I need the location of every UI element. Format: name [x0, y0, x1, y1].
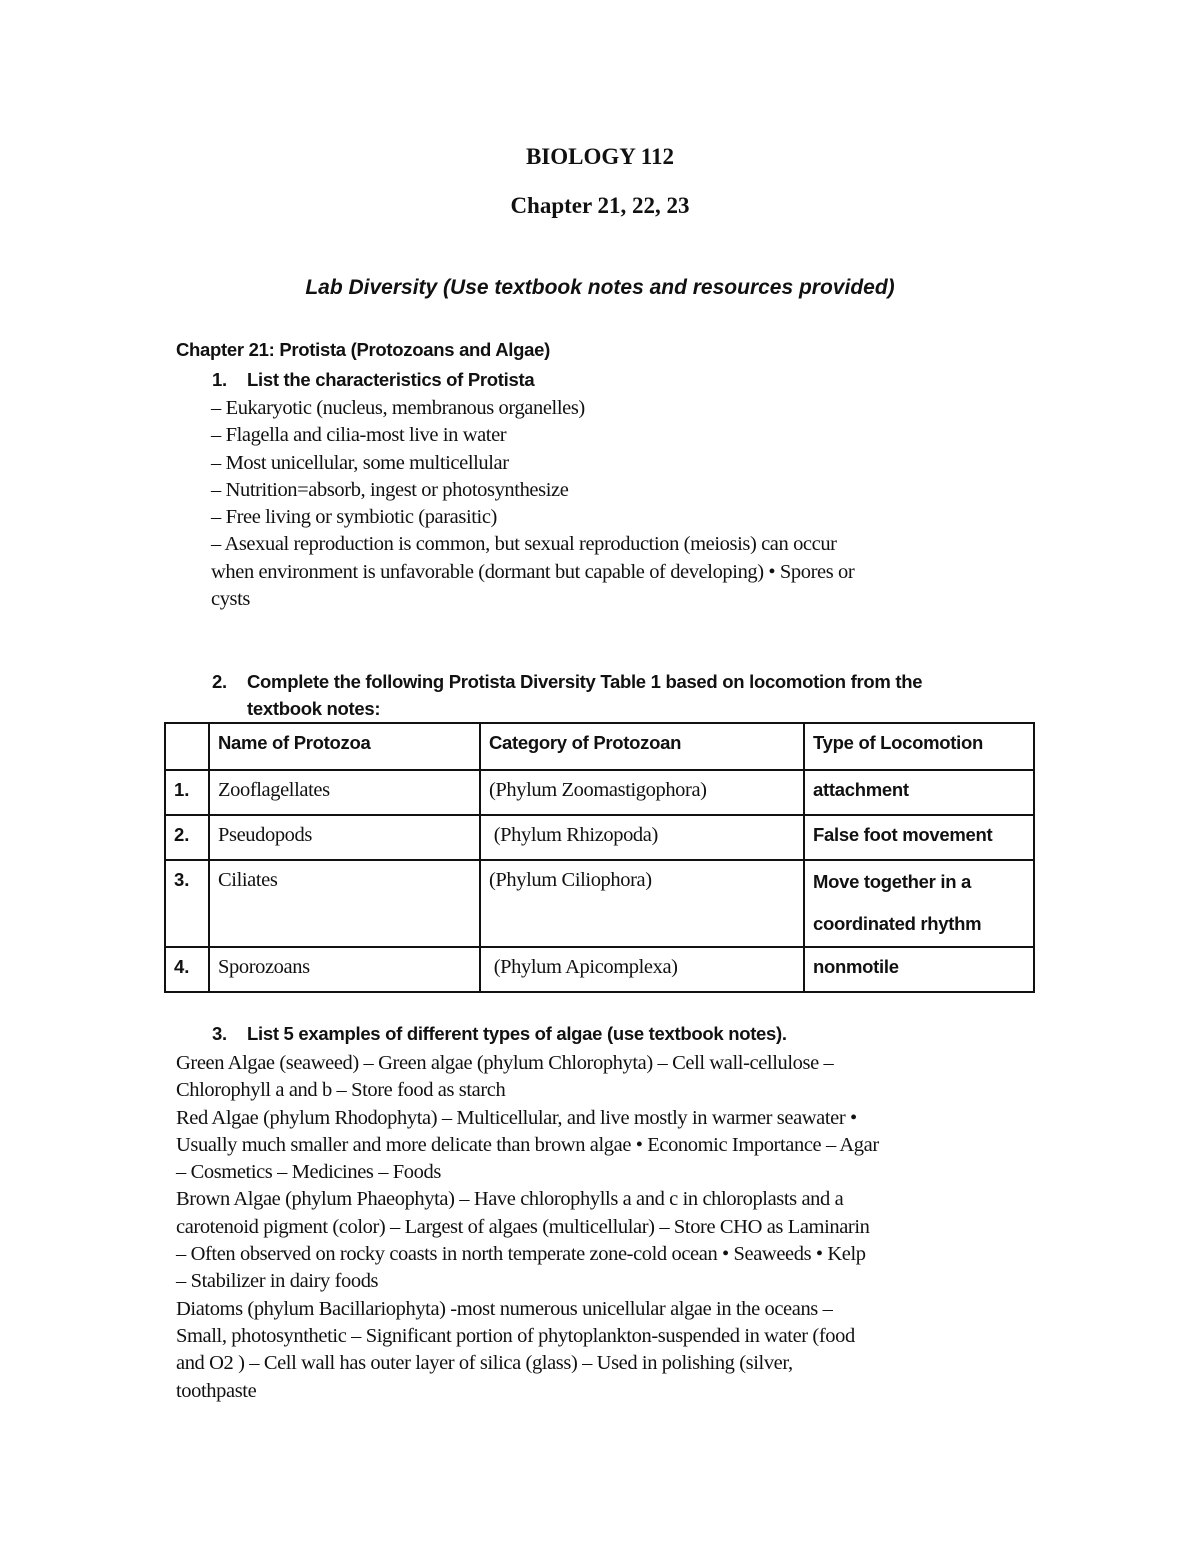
algae-line: Brown Algae (phylum Phaeophyta) – Have chlorophylls a and c in chloroplasts and a	[176, 1188, 844, 1211]
algae-line: – Cosmetics – Medicines – Foods	[176, 1161, 441, 1184]
algae-line: and O2 ) – Cell wall has outer layer of silica (glass) – Used in polishing (silver,	[176, 1352, 793, 1375]
table-row	[165, 815, 1034, 860]
characteristic-line: when environment is unfavorable (dormant but capable of developing) • Spores or	[211, 560, 855, 583]
characteristic-line: – Nutrition=absorb, ingest or photosynthesize	[211, 478, 569, 501]
characteristic-line: – Eukaryotic (nucleus, membranous organelles)	[211, 397, 585, 419]
protozoa-name: Sporozoans	[209, 947, 480, 992]
question-3-number: 3.	[212, 1023, 227, 1044]
question-2-text: Complete the following Protista Diversity Table 1 based on locomotion from the	[247, 671, 923, 692]
algae-line: carotenoid pigment (color) – Largest of algaes (multicellular) – Store CHO as Laminarin	[176, 1215, 870, 1238]
protozoa-name: Pseudopods	[209, 815, 480, 860]
protozoa-category: (Phylum Rhizopoda)	[480, 815, 804, 860]
section-heading: Chapter 21: Protista (Protozoans and Algae)	[176, 339, 550, 360]
algae-line: toothpaste	[176, 1379, 257, 1402]
row-number: 3.	[165, 860, 209, 947]
question-1-text: List the characteristics of Protista	[247, 369, 535, 390]
locomotion-type: Move together in a coordinated rhythm	[804, 860, 1034, 947]
row-number: 4.	[165, 947, 209, 992]
locomotion-type: nonmotile	[804, 947, 1034, 992]
question-2-text-cont: textbook notes:	[247, 698, 381, 719]
table-row	[165, 770, 1034, 815]
document-title: BIOLOGY 112	[525, 144, 675, 169]
protozoa-category: (Phylum Ciliophora)	[480, 860, 804, 947]
table-row	[165, 947, 1034, 992]
algae-line: Chlorophyll a and b – Store food as starch	[176, 1079, 506, 1102]
protozoa-name: Zooflagellates	[209, 770, 480, 815]
locomotion-type: attachment	[804, 770, 1034, 815]
algae-line: Diatoms (phylum Bacillariophyta) -most numerous unicellular algae in the oceans –	[176, 1297, 833, 1320]
protista-characteristics	[211, 395, 854, 613]
lab-subtitle: Lab Diversity (Use textbook notes and resources provided)	[305, 276, 895, 299]
chapters-heading: Chapter 21, 22, 23	[510, 193, 690, 218]
protozoa-category: (Phylum Zoomastigophora)	[480, 770, 804, 815]
question-2-number: 2.	[212, 671, 227, 692]
algae-line: – Often observed on rocky coasts in north temperate zone-cold ocean • Seaweeds • Kelp	[176, 1243, 866, 1266]
algae-line: Green Algae (seaweed) – Green algae (phylum Chlorophyta) – Cell wall-cellulose –	[176, 1052, 834, 1074]
locomotion-type: False foot movement	[804, 815, 1034, 860]
header-cell: Name of Protozoa	[209, 723, 480, 770]
question-3-text: List 5 examples of different types of algae (use textbook notes).	[247, 1023, 787, 1044]
row-number: 1.	[165, 770, 209, 815]
protista-diversity-table	[164, 722, 1035, 993]
algae-line: Small, photosynthetic – Significant portion of phytoplankton-suspended in water (food	[176, 1324, 855, 1347]
characteristic-line: – Most unicellular, some multicellular	[211, 451, 509, 474]
header-cell: Category of Protozoan	[480, 723, 804, 770]
characteristic-line: – Asexual reproduction is common, but sexual reproduction (meiosis) can occur	[211, 533, 837, 556]
protozoa-name: Ciliates	[209, 860, 480, 947]
row-number: 2.	[165, 815, 209, 860]
algae-line: Usually much smaller and more delicate than brown algae • Economic Importance – Agar	[176, 1133, 879, 1156]
protozoa-category: (Phylum Apicomplexa)	[480, 947, 804, 992]
algae-line: Red Algae (phylum Rhodophyta) – Multicellular, and live mostly in warmer seawater •	[176, 1106, 857, 1129]
algae-examples	[176, 1050, 879, 1405]
characteristic-line: cysts	[211, 588, 251, 611]
algae-line: – Stabilizer in dairy foods	[176, 1270, 379, 1293]
header-cell	[165, 723, 209, 770]
question-1-number: 1.	[212, 369, 227, 390]
table-row	[165, 860, 1034, 947]
characteristic-line: – Free living or symbiotic (parasitic)	[211, 506, 497, 529]
characteristic-line: – Flagella and cilia-most live in water	[211, 424, 507, 447]
header-cell: Type of Locomotion	[804, 723, 1034, 770]
table-header-row	[165, 723, 1034, 770]
